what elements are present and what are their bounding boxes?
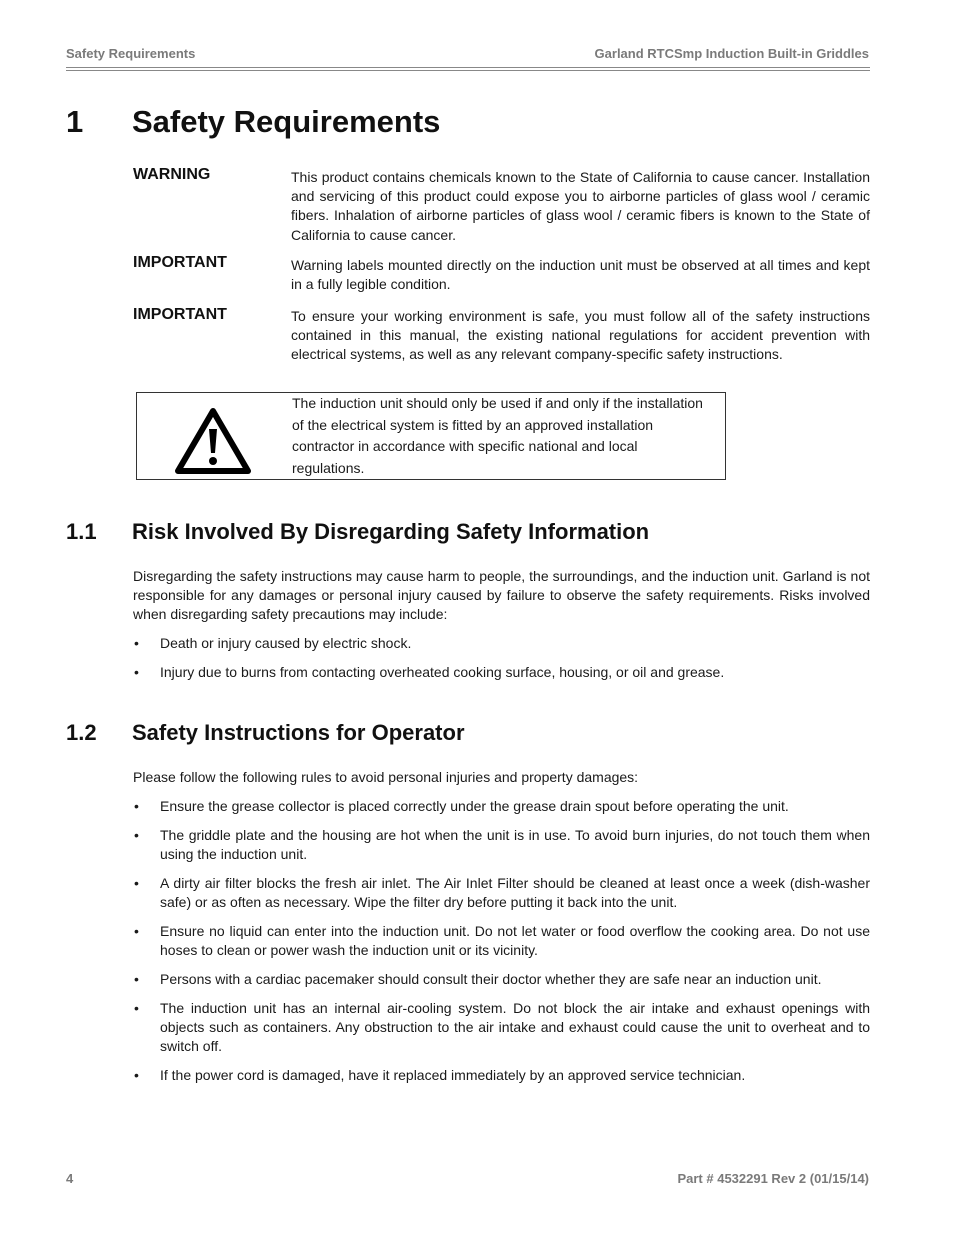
warning-text: This product contains chemicals known to the State of California to cause cancer. Installation and servicing of this product could expose you to airborne particles of glass wool / ceramic fibers. Inhalation of airborne particles of glass wool / ceramic fibers is known to the State of California to cause cancer. — [291, 169, 870, 243]
important-label: IMPORTANT — [133, 306, 227, 323]
bullet-list — [133, 634, 870, 692]
important-text: To ensure your working environment is safe, you must follow all of the safety instructions contained in this manual, the existing national regulations for accident prevention with electrical systems, as well as any relevant company-specific safety instructions. — [291, 308, 870, 363]
bullet-list — [133, 797, 870, 1095]
subsection-number: 1.1 — [66, 519, 97, 544]
section-title: Safety Requirements — [132, 104, 441, 139]
bullet-icon: • — [134, 635, 139, 651]
running-header-section: Safety Requirements — [66, 46, 196, 61]
list-item-text: Injury due to burns from contacting overheated cooking surface, housing, or oil and grease. — [160, 663, 725, 680]
list-item — [133, 874, 870, 912]
list-item — [133, 634, 870, 653]
list-item — [133, 663, 870, 682]
running-header-title: Garland RTCSmp Induction Built-in Griddles — [594, 46, 869, 61]
subsection-title: Risk Involved By Disregarding Safety Information — [132, 519, 650, 544]
bullet-icon: • — [134, 663, 139, 680]
page-number: 4 — [66, 1171, 74, 1186]
list-item-text: Ensure the grease collector is placed correctly under the grease drain spout before operating the unit. — [160, 798, 789, 814]
bullet-icon: • — [134, 826, 139, 843]
header-rule — [66, 67, 870, 68]
section-number: 1 — [66, 104, 84, 139]
list-item — [133, 797, 870, 816]
subsection-title: Safety Instructions for Operator — [132, 720, 465, 745]
bullet-icon: • — [134, 999, 139, 1016]
subsection-number: 1.2 — [66, 720, 97, 745]
list-item — [133, 826, 870, 864]
list-item-text: Persons with a cardiac pacemaker should consult their doctor whether they are safe near an induction unit. — [160, 970, 822, 987]
list-item — [133, 1066, 870, 1085]
part-number: Part # 4532291 Rev 2 (01/15/14) — [677, 1171, 869, 1186]
bullet-icon: • — [134, 970, 139, 987]
list-item-text: If the power cord is damaged, have it replaced immediately by an approved service technician. — [160, 1066, 746, 1083]
caution-box — [136, 392, 726, 480]
header-rule — [66, 70, 870, 71]
list-item-text: Death or injury caused by electric shock. — [160, 635, 412, 651]
list-item-text: A dirty air filter blocks the fresh air inlet. The Air Inlet Filter should be cleaned at least once a week (dish-washer safe) or as often as necessary. Wipe the filter dry before putting it back into the unit. — [160, 874, 870, 910]
list-item — [133, 999, 870, 1057]
warning-triangle-icon — [174, 407, 252, 475]
list-item-text: The griddle plate and the housing are hot when the unit is in use. To avoid burn injuries, do not touch them when using the induction unit. — [160, 826, 870, 862]
bullet-icon: • — [134, 1066, 139, 1083]
bullet-icon: • — [134, 922, 139, 939]
bullet-icon: • — [134, 798, 139, 814]
list-item — [133, 970, 870, 989]
caution-text: The induction unit should only be used if and only if the installation of the electrical system is fitted by an approved installation contractor in accordance with specific national and local regulations. — [292, 395, 703, 476]
paragraph: Please follow the following rules to avoid personal injuries and property damages: — [133, 769, 639, 785]
warning-label: WARNING — [133, 166, 211, 183]
list-item — [133, 922, 870, 960]
important-label: IMPORTANT — [133, 254, 227, 271]
important-text: Warning labels mounted directly on the induction unit must be observed at all times and kept in a fully legible condition. — [291, 257, 870, 293]
list-item-text: Ensure no liquid can enter into the induction unit. Do not let water or food overflow the cooking area. Do not use hoses to clean or power wash the induction unit or its vicinity. — [160, 922, 870, 958]
paragraph: Disregarding the safety instructions may cause harm to people, the surroundings, and the induction unit. Garland is not responsible for any damages or personal injury caused by failure to observe the safety requirements. Risks involved when disregarding safety precautions may include: — [133, 568, 870, 623]
list-item-text: The induction unit has an internal air-cooling system. Do not block the air intake and exhaust openings with objects such as containers. Any obstruction to the air intake and exhaust could cause the unit to overheat and to switch off. — [160, 999, 870, 1054]
bullet-icon: • — [134, 874, 139, 891]
